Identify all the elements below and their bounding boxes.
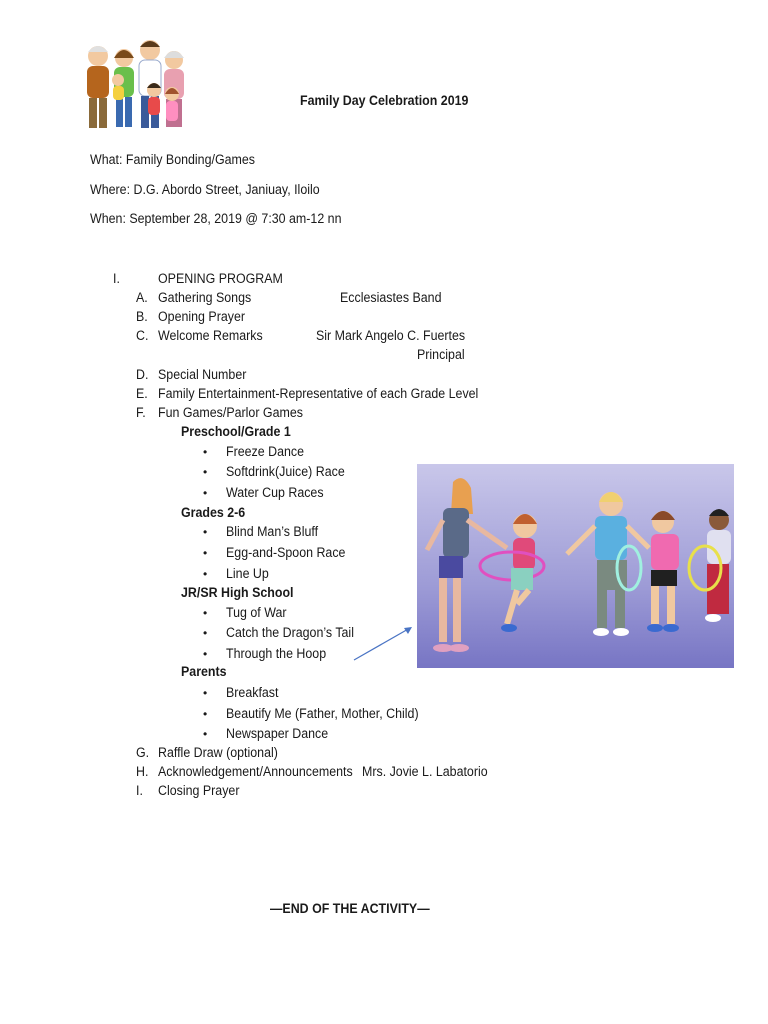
family-clipart-image	[72, 38, 196, 134]
game-item: Beautify Me (Father, Mother, Child)	[226, 706, 419, 721]
game-item: Catch the Dragon’s Tail	[226, 625, 354, 640]
item-letter: B.	[136, 309, 148, 324]
where-line: Where: D.G. Abordo Street, Janiuay, Iloilo	[90, 182, 320, 197]
group-heading: Preschool/Grade 1	[181, 424, 291, 439]
item-performer: Ecclesiastes Band	[340, 290, 442, 305]
item-text: Fun Games/Parlor Games	[158, 405, 303, 420]
section-number: I.	[113, 271, 120, 286]
section-title: OPENING PROGRAM	[158, 271, 283, 286]
item-text: Opening Prayer	[158, 309, 245, 324]
bullet-icon: •	[203, 626, 208, 640]
item-letter: F.	[136, 405, 146, 420]
bullet-icon: •	[203, 647, 208, 661]
end-of-activity-footer: —END OF THE ACTIVITY—	[270, 901, 430, 916]
item-speaker: Sir Mark Angelo C. Fuertes	[316, 328, 466, 343]
item-letter: E.	[136, 386, 148, 401]
item-text: Acknowledgement/Announcements	[158, 764, 353, 779]
group-heading: Parents	[181, 664, 227, 679]
game-item: Water Cup Races	[226, 485, 324, 500]
arrow-icon	[350, 622, 420, 664]
bullet-icon: •	[203, 567, 208, 581]
bullet-icon: •	[203, 486, 208, 500]
bullet-icon: •	[203, 546, 208, 560]
group-heading: Grades 2-6	[181, 505, 246, 520]
item-text: Gathering Songs	[158, 290, 252, 305]
item-text: Raffle Draw (optional)	[158, 745, 278, 760]
game-item: Softdrink(Juice) Race	[226, 464, 345, 479]
bullet-icon: •	[203, 445, 208, 459]
bullet-icon: •	[203, 465, 208, 479]
item-speaker: Mrs. Jovie L. Labatorio	[362, 764, 488, 779]
item-letter: G.	[136, 745, 150, 760]
item-letter: H.	[136, 764, 149, 779]
game-item: Breakfast	[226, 685, 279, 700]
game-item: Freeze Dance	[226, 444, 305, 459]
item-speaker-role: Principal	[417, 347, 465, 362]
item-text: Welcome Remarks	[158, 328, 263, 343]
group-heading: JR/SR High School	[181, 585, 294, 600]
item-letter: D.	[136, 367, 149, 382]
document-title: Family Day Celebration 2019	[300, 93, 469, 108]
bullet-icon: •	[203, 707, 208, 721]
game-item: Newspaper Dance	[226, 726, 329, 741]
game-item: Line Up	[226, 566, 269, 581]
bullet-icon: •	[203, 727, 208, 741]
game-item: Egg-and-Spoon Race	[226, 545, 346, 560]
bullet-icon: •	[203, 606, 208, 620]
game-item: Through the Hoop	[226, 646, 327, 661]
bullet-icon: •	[203, 686, 208, 700]
game-item: Blind Man’s Bluff	[226, 524, 319, 539]
item-text: Special Number	[158, 367, 247, 382]
game-item: Tug of War	[226, 605, 287, 620]
item-text: Family Entertainment-Representative of each Grade Level	[158, 386, 479, 401]
item-letter: A.	[136, 290, 148, 305]
what-line: What: Family Bonding/Games	[90, 152, 255, 167]
item-text: Closing Prayer	[158, 783, 240, 798]
item-letter: C.	[136, 328, 149, 343]
when-line: When: September 28, 2019 @ 7:30 am-12 nn	[90, 211, 342, 226]
item-letter: I.	[136, 783, 143, 798]
kids-playing-games-image	[417, 464, 734, 668]
bullet-icon: •	[203, 525, 208, 539]
